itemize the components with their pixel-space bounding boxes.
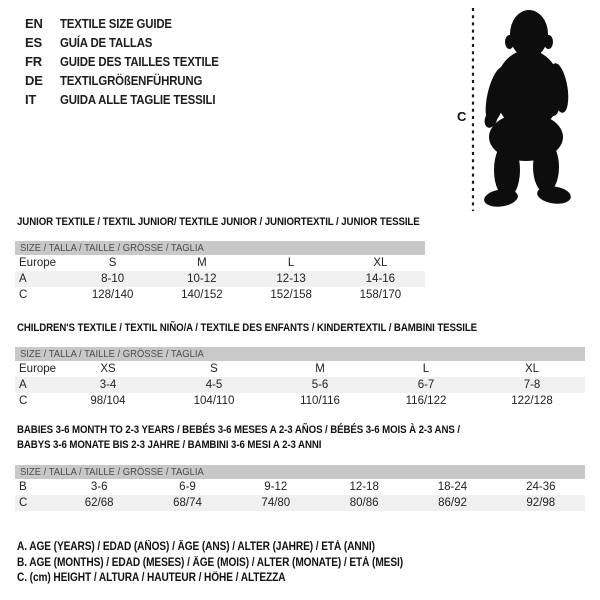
age-cell: 6-7 — [417, 379, 435, 391]
age-cell: 10-12 — [187, 273, 217, 285]
height-cell: 98/104 — [90, 395, 126, 407]
age-cell: 24-36 — [526, 481, 556, 493]
age-cell: 5-6 — [311, 379, 329, 391]
table-row-age-months — [15, 479, 585, 495]
language-code: EN — [25, 16, 43, 31]
row-label: C — [19, 395, 28, 407]
size-cell: M — [315, 363, 325, 375]
height-cell: 110/116 — [300, 395, 340, 407]
baby-silhouette — [481, 10, 572, 209]
age-cell: 3-6 — [90, 481, 108, 493]
language-title: GUIDE DES TAILLES TEXTILE — [60, 54, 219, 69]
language-code: FR — [25, 54, 42, 69]
size-cell: S — [210, 363, 218, 375]
size-table-header-label: SIZE / TALLA / TAILLE / GRÖSSE / TAGLIA — [20, 242, 204, 254]
language-row — [25, 33, 240, 52]
babies-size-table — [15, 465, 585, 511]
language-row — [25, 14, 240, 33]
size-cell: M — [197, 257, 207, 269]
table-row-height — [15, 287, 425, 303]
language-row — [25, 90, 240, 109]
height-cell: 68/74 — [173, 497, 202, 509]
height-cell: 74/80 — [261, 497, 291, 509]
height-cell: 92/98 — [526, 497, 556, 509]
junior-size-table — [15, 241, 425, 303]
size-cell: XL — [524, 363, 540, 375]
table-row-height — [15, 495, 585, 511]
size-cell: S — [108, 257, 117, 269]
size-cell: XL — [373, 257, 388, 269]
size-cell: L — [287, 257, 295, 269]
age-cell: 6-9 — [179, 481, 196, 493]
language-title: GUÍA DE TALLAS — [60, 35, 153, 50]
row-label: A — [19, 379, 27, 391]
junior-section-title: JUNIOR TEXTILE / TEXTIL JUNIOR/ TEXTILE JUNIOR / JUNIORTEXTIL / JUNIOR TESSILE — [17, 216, 420, 228]
language-title: TEXTILE SIZE GUIDE — [60, 16, 172, 31]
children-section-title: CHILDREN'S TEXTILE / TEXTIL NIÑO/A / TEXTILE DES ENFANTS / KINDERTEXTIL / BAMBINI TESSILE — [17, 322, 478, 334]
size-table-header-label: SIZE / TALLA / TAILLE / GRÖSSE / TAGLIA — [20, 466, 204, 478]
table-row-europe — [15, 255, 425, 271]
row-label: Europe — [19, 363, 57, 375]
row-label: C — [19, 497, 28, 509]
table-row-europe — [15, 361, 585, 377]
height-cell: 158/170 — [359, 289, 402, 301]
height-cell: 80/86 — [349, 497, 379, 509]
table-row-height — [15, 393, 585, 409]
language-row — [25, 71, 240, 90]
legend-footnotes — [17, 540, 456, 587]
table-row-age — [15, 271, 425, 287]
height-cell: 62/68 — [84, 497, 114, 509]
table-row-age — [15, 377, 585, 393]
language-title: TEXTILGRÖßENFÜHRUNG — [60, 73, 203, 88]
height-cell: 152/158 — [270, 289, 312, 301]
height-cell: 86/92 — [438, 497, 467, 509]
size-table-header-bar — [15, 347, 585, 361]
baby-silhouette-icon — [440, 0, 600, 220]
height-cell: 128/140 — [91, 289, 134, 301]
language-code: DE — [25, 73, 43, 88]
size-cell: XS — [100, 363, 116, 375]
size-table-header-label: SIZE / TALLA / TAILLE / GRÖSSE / TAGLIA — [20, 348, 204, 360]
age-cell: 8-10 — [101, 273, 125, 285]
row-label: C — [19, 289, 28, 301]
language-row — [25, 52, 240, 71]
age-cell: 7-8 — [523, 379, 541, 391]
size-cell: L — [422, 363, 430, 375]
height-cell: 140/152 — [181, 289, 223, 301]
children-size-table — [15, 347, 585, 409]
footnote-age-years: A. AGE (YEARS) / EDAD (AÑOS) / ÂGE (ANS) / ALTER (JAHRE) / ETÀ (ANNI) — [17, 541, 375, 553]
age-cell: 9-12 — [264, 481, 288, 493]
language-code: IT — [25, 92, 37, 107]
figure-measure-label: C — [457, 109, 467, 124]
size-table-header-bar — [15, 465, 585, 479]
height-cell: 104/110 — [193, 395, 235, 407]
babies-section-title-line1: BABIES 3-6 MONTH TO 2-3 YEARS / BEBÉS 3-6 MESES A 2-3 AÑOS / BÉBÉS 3-6 MOIS À 2-3 ANS / — [17, 424, 460, 436]
row-label: A — [19, 273, 27, 285]
age-cell: 12-13 — [276, 273, 306, 285]
height-cell: 116/122 — [405, 395, 447, 407]
language-code: ES — [25, 35, 42, 50]
row-label: B — [19, 481, 27, 493]
height-cell: 122/128 — [511, 395, 553, 407]
babies-section-title-line2: BABYS 3-6 MONATE BIS 2-3 JAHRE / BAMBINI 3-6 MESI A 2-3 ANNI — [17, 439, 322, 451]
age-cell: 18-24 — [437, 481, 468, 493]
language-title: GUIDA ALLE TAGLIE TESSILI — [60, 92, 216, 107]
footnote-height-cm: C. (cm) HEIGHT / ALTURA / HAUTEUR / HÖHE / ALTEZZA — [17, 572, 286, 585]
height-measurement-figure — [440, 0, 600, 220]
age-cell: 4-5 — [205, 379, 223, 391]
footnote-age-months: B. AGE (MONTHS) / EDAD (MESES) / ÂGE (MOIS) / ALTER (MONATE) / ETÀ (MESI) — [17, 556, 404, 569]
row-label: Europe — [19, 257, 57, 269]
age-cell: 3-4 — [99, 379, 117, 391]
age-cell: 12-18 — [349, 481, 379, 493]
age-cell: 14-16 — [365, 273, 396, 285]
babies-section-title — [17, 423, 460, 453]
size-table-header-bar — [15, 241, 425, 255]
language-title-list — [25, 14, 240, 109]
